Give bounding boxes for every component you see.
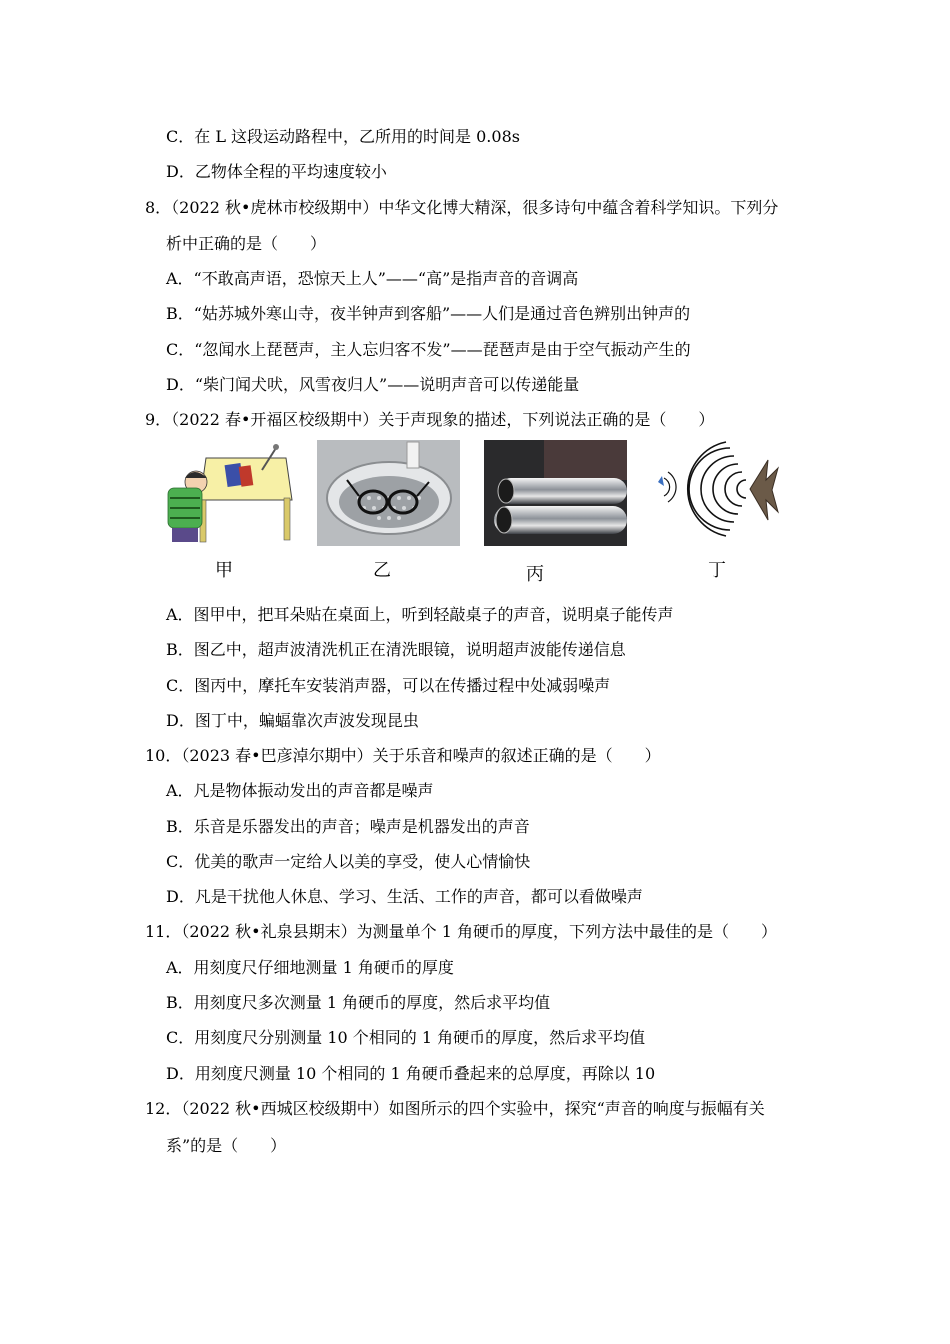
q8-stem-cont: 析中正确的是（ ） bbox=[166, 234, 327, 253]
figure-jia-desk bbox=[166, 440, 312, 546]
q11-stem: 11．（2022 秋•礼泉县期末）为测量单个 1 角硬币的厚度，下列方法中最佳的是（ ） bbox=[145, 922, 777, 941]
q12-stem: 12．（2022 秋•西城区校级期中）如图所示的四个实验中，探究“声音的响度与振幅有关 bbox=[145, 1099, 765, 1118]
q11-option-a: A．用刻度尺仔细地测量 1 角硬币的厚度 bbox=[166, 958, 454, 977]
q9-option-c: C．图丙中，摩托车安装消声器，可以在传播过程中处减弱噪声 bbox=[166, 676, 611, 695]
figure-bing-muffler bbox=[484, 440, 627, 546]
q10-option-a: A．凡是物体振动发出的声音都是噪声 bbox=[166, 781, 434, 800]
q8-option-a: A．“不敢高声语，恐惊天上人”——“高”是指声音的音调高 bbox=[166, 269, 579, 288]
q8-option-b: B．“姑苏城外寒山寺，夜半钟声到客船”——人们是通过音色辨别出钟声的 bbox=[166, 304, 691, 323]
figure-caption-jia: 甲 bbox=[215, 560, 233, 581]
q9-stem: 9．（2022 春•开福区校级期中）关于声现象的描述，下列说法正确的是（ ） bbox=[145, 410, 715, 429]
figure-caption-ding: 丁 bbox=[708, 560, 726, 581]
q8-stem: 8．（2022 秋•虎林市校级期中）中华文化博大精深，很多诗句中蕴含着科学知识。下列分 bbox=[145, 198, 779, 217]
q9-option-d: D．图丁中，蝙蝠靠次声波发现昆虫 bbox=[166, 711, 419, 730]
q10-option-b: B．乐音是乐器发出的声音；噪声是机器发出的声音 bbox=[166, 817, 530, 836]
q12-stem-cont: 系”的是（ ） bbox=[166, 1136, 287, 1155]
q11-option-d: D．用刻度尺测量 10 个相同的 1 角硬币叠起来的总厚度，再除以 10 bbox=[166, 1064, 656, 1083]
q10-stem: 10．（2023 春•巴彦淖尔期中）关于乐音和噪声的叙述正确的是（ ） bbox=[145, 746, 661, 765]
figure-caption-bing: 丙 bbox=[526, 564, 544, 585]
q9-option-a: A．图甲中，把耳朵贴在桌面上，听到轻敲桌子的声音，说明桌子能传声 bbox=[166, 605, 674, 624]
q11-option-c: C．用刻度尺分别测量 10 个相同的 1 角硬币的厚度，然后求平均值 bbox=[166, 1028, 646, 1047]
q7-option-d: D．乙物体全程的平均速度较小 bbox=[166, 162, 387, 181]
q8-option-d: D．“柴门闻犬吠，风雪夜归人”——说明声音可以传递能量 bbox=[166, 375, 580, 394]
q9-option-b: B．图乙中，超声波清洗机正在清洗眼镜，说明超声波能传递信息 bbox=[166, 640, 626, 659]
figure-caption-yi: 乙 bbox=[373, 560, 391, 581]
q8-option-c: C．“忽闻水上琵琶声，主人忘归客不发”——琵琶声是由于空气振动产生的 bbox=[166, 340, 691, 359]
q7-option-c: C．在 L 这段运动路程中，乙所用的时间是 0.08s bbox=[166, 127, 520, 146]
q10-option-c: C．优美的歌声一定给人以美的享受，使人心情愉快 bbox=[166, 852, 531, 871]
figure-ding-bat-waves bbox=[650, 440, 780, 546]
q10-option-d: D．凡是干扰他人休息、学习、生活、工作的声音，都可以看做噪声 bbox=[166, 887, 643, 906]
q11-option-b: B．用刻度尺多次测量 1 角硬币的厚度，然后求平均值 bbox=[166, 993, 551, 1012]
figure-yi-ultrasonic-cleaner bbox=[317, 440, 460, 546]
